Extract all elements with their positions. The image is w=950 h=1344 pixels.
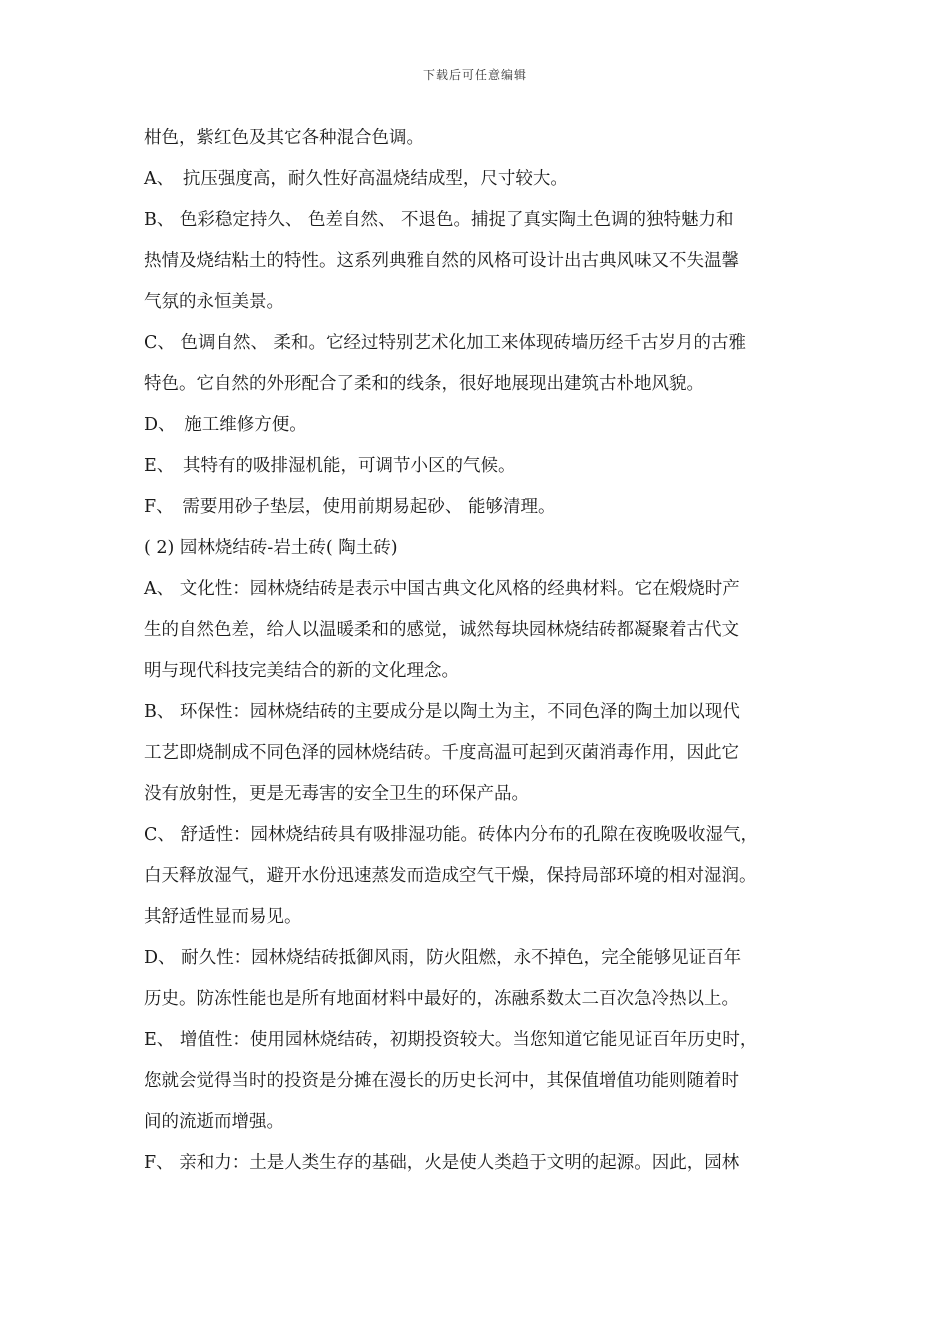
list-item-a: A、 抗压强度高，耐久性好高温烧结成型，尺寸较大。: [144, 169, 568, 189]
list-item-c: C、 舒适性：园林烧结砖具有吸排湿功能。砖体内分布的孔隙在夜晚吸收湿气，: [144, 825, 758, 845]
text-line: 热情及烧结粘土的特性。这系列典雅自然的风格可设计出古典风味又不失温馨: [144, 251, 739, 271]
text-line: 柑色，紫红色及其它各种混合色调。: [144, 128, 424, 148]
list-item-b: B、 环保性：园林烧结砖的主要成分是以陶土为主，不同色泽的陶土加以现代: [144, 702, 740, 722]
text-line: 历史。防冻性能也是所有地面材料中最好的，冻融系数太二百次急冷热以上。: [144, 989, 739, 1009]
list-item-a: A、 文化性：园林烧结砖是表示中国古典文化风格的经典材料。它在煅烧时产: [144, 579, 740, 599]
text-line: 其舒适性显而易见。: [144, 907, 302, 927]
text-line: 间的流逝而增强。: [144, 1112, 284, 1132]
list-item-d: D、 施工维修方便。: [144, 415, 307, 435]
list-item-b: B、 色彩稳定持久、 色差自然、 不退色。捕捉了真实陶土色调的独特魅力和: [144, 210, 734, 230]
list-item-e: E、 增值性：使用园林烧结砖，初期投资较大。当您知道它能见证百年历史时，: [144, 1030, 758, 1050]
list-item-c: C、 色调自然、 柔和。它经过特别艺术化加工来体现砖墙历经千古岁月的古雅: [144, 333, 747, 353]
text-line: 气氛的永恒美景。: [144, 292, 284, 312]
list-item-d: D、 耐久性：园林烧结砖抵御风雨，防火阻燃，永不掉色，完全能够见证百年: [144, 948, 742, 968]
text-line: 明与现代科技完美结合的新的文化理念。: [144, 661, 459, 681]
text-line: 您就会觉得当时的投资是分摊在漫长的历史长河中，其保值增值功能则随着时: [144, 1071, 739, 1091]
text-line: 特色。它自然的外形配合了柔和的线条，很好地展现出建筑古朴地风貌。: [144, 374, 704, 394]
list-item-f: F、 亲和力：土是人类生存的基础，火是使人类趋于文明的起源。因此，园林: [144, 1153, 740, 1173]
text-line: 工艺即烧制成不同色泽的园林烧结砖。千度高温可起到灭菌消毒作用，因此它: [144, 743, 739, 763]
text-line: 没有放射性，更是无毒害的安全卫生的环保产品。: [144, 784, 529, 804]
document-body: [144, 118, 824, 1184]
list-item-f: F、 需要用砂子垫层，使用前期易起砂、 能够清理。: [144, 497, 556, 517]
list-item-e: E、 其特有的吸排湿机能，可调节小区的气候。: [144, 456, 516, 476]
section-heading: ( 2) 园林烧结砖-岩土砖( 陶土砖): [144, 538, 398, 558]
text-line: 白天释放湿气，避开水份迅速蒸发而造成空气干燥，保持局部环境的相对湿润。: [144, 866, 757, 886]
text-line: 生的自然色差，给人以温暖柔和的感觉，诚然每块园林烧结砖都凝聚着古代文: [144, 620, 739, 640]
page-header: 下载后可任意编辑: [422, 68, 527, 82]
